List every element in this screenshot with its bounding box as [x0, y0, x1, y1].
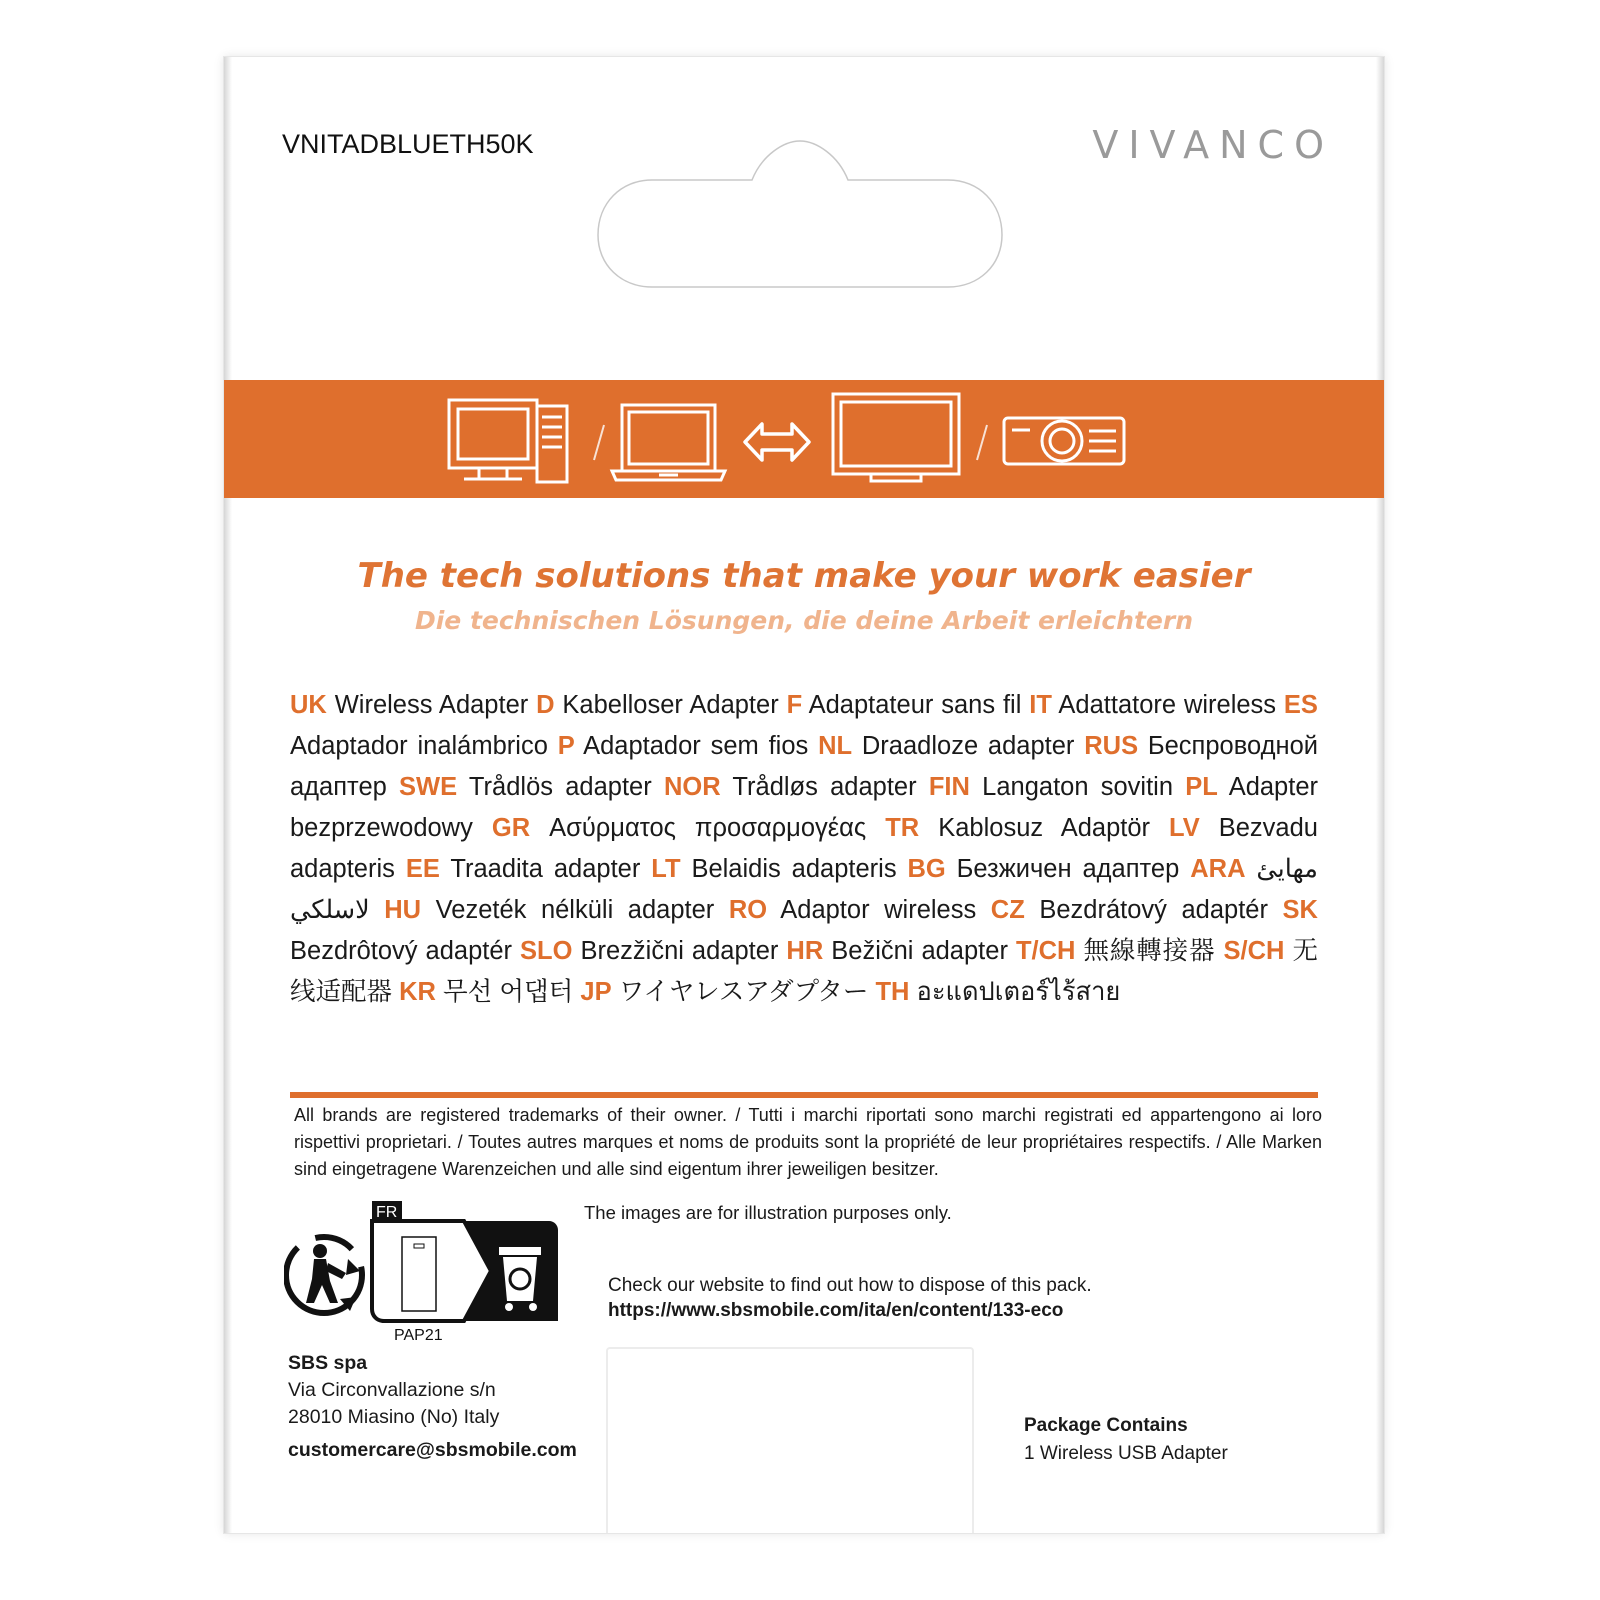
- language-translation: Безжичен адаптер: [956, 855, 1180, 883]
- language-code: F: [786, 691, 803, 719]
- language-code: TH: [875, 978, 910, 1006]
- language-translation: Trådlös adapter: [468, 773, 652, 801]
- device-icons-band: [224, 380, 1384, 498]
- multilingual-product-names: [290, 685, 1318, 1013]
- language-code: P: [557, 732, 575, 760]
- language-code: NL: [818, 732, 853, 760]
- company-address: [288, 1350, 499, 1431]
- material-code: PAP21: [394, 1327, 443, 1344]
- language-translation: Bezdrátový adaptér: [1039, 896, 1268, 924]
- address-line-1: Via Circonvallazione s/n: [288, 1379, 496, 1401]
- package-contents: [1024, 1412, 1228, 1468]
- language-translation: Adaptador inalámbrico: [290, 732, 548, 760]
- divider-rule: [290, 1092, 1318, 1098]
- language-translation: Bezdrôtový adaptér: [290, 937, 513, 965]
- bidirectional-arrow-icon: [745, 424, 809, 460]
- language-translation: Draadloze adapter: [861, 732, 1075, 760]
- language-translation: Adaptor wireless: [780, 896, 977, 924]
- language-code: FIN: [928, 773, 970, 801]
- tagline-german: Die technischen Lösungen, die deine Arbeit erleichtern: [414, 606, 1194, 635]
- packaging-icon: [372, 1201, 491, 1321]
- package-item: 1 Wireless USB Adapter: [1024, 1443, 1228, 1464]
- laptop-icon: [612, 405, 725, 480]
- language-code: EE: [405, 855, 440, 883]
- country-code: FR: [376, 1204, 398, 1221]
- language-code: PL: [1185, 773, 1218, 801]
- language-translation: Belaidis adapteris: [691, 855, 897, 883]
- language-code: BG: [907, 855, 946, 883]
- language-translation: Bežični adapter: [831, 937, 1008, 965]
- trademark-notice: All brands are registered trademarks of their owner. / Tutti i marchi riportati sono marchi registrati ed appartengono ai loro rispettivi proprietari. / Toutes autres marques et noms de produits sont la propriété de leur propriétaires respectifs. / Alle Marken sind eingetragene Warenzeichen und alle sind eigentum ihrer jeweiligen besitzer.: [294, 1105, 1322, 1179]
- language-code: TR: [885, 814, 920, 842]
- language-translation: Langaton sovitin: [982, 773, 1174, 801]
- language-translation: อะแดปเตอร์ไร้สาย: [916, 978, 1121, 1006]
- language-code: HR: [786, 937, 824, 965]
- customer-care-email[interactable]: customercare@sbsmobile.com: [288, 1439, 577, 1461]
- disposal-note: Check our website to find out how to dispose of this pack.: [608, 1275, 1092, 1296]
- language-translation: Adaptador sem fios: [583, 732, 809, 760]
- language-code: KR: [399, 978, 436, 1006]
- hang-tab-cutout: [584, 127, 1016, 342]
- language-code: RUS: [1084, 732, 1139, 760]
- language-code: D: [536, 691, 555, 719]
- language-code: CZ: [990, 896, 1025, 924]
- language-code: HU: [384, 896, 422, 924]
- card-edge-right: [1376, 57, 1384, 1533]
- language-translation: Brezžični adapter: [580, 937, 779, 965]
- triman-recycling-icon: [286, 1237, 362, 1313]
- illustration-note: The images are for illustration purposes only.: [584, 1202, 952, 1223]
- company-name: SBS spa: [288, 1352, 368, 1374]
- language-code: LT: [651, 855, 681, 883]
- language-code: ES: [1283, 691, 1318, 719]
- product-sku: VNITADBLUETH50K: [282, 129, 534, 159]
- disposal-url[interactable]: https://www.sbsmobile.com/ita/en/content/133-eco: [608, 1300, 1064, 1321]
- language-code: ARA: [1190, 855, 1246, 883]
- address-line-2: 28010 Miasino (No) Italy: [288, 1406, 500, 1428]
- language-translation: Ασύρματος προσαρμογέας: [549, 814, 867, 842]
- language-code: IT: [1029, 691, 1052, 719]
- language-code: UK: [290, 691, 327, 719]
- language-translation: Vezeték nélküli adapter: [435, 896, 715, 924]
- language-translation: Traadita adapter: [450, 855, 641, 883]
- language-translation: ワイヤレスアダプター: [618, 978, 869, 1006]
- card-edge-left: [224, 57, 232, 1533]
- language-translation: 무선 어댑터: [443, 978, 574, 1006]
- language-code: JP: [580, 978, 612, 1006]
- language-translation: Adattatore wireless: [1058, 691, 1277, 719]
- language-code: RO: [728, 896, 768, 924]
- language-translation: Kabelloser Adapter: [562, 691, 779, 719]
- language-code: SK: [1282, 896, 1318, 924]
- language-translation: 無線轉接器: [1083, 937, 1216, 965]
- recycling-info: [284, 1199, 574, 1344]
- package-back: [224, 57, 1384, 1533]
- desktop-computer-icon: [449, 400, 567, 482]
- language-code: T/CH: [1015, 937, 1076, 965]
- projector-icon: [1004, 418, 1124, 464]
- brand-logo: VIVANCO: [1092, 123, 1334, 167]
- language-translation: Trådløs adapter: [732, 773, 917, 801]
- language-translation: Беспроводной адаптер: [290, 732, 1318, 801]
- monitor-icon: [833, 394, 959, 481]
- language-translation: 无线适配器: [290, 937, 1318, 1006]
- language-translation: Adapter bezprzewodowy: [290, 773, 1318, 842]
- language-translation: مهايئ لاسلكي: [290, 855, 1318, 924]
- language-code: SWE: [399, 773, 458, 801]
- language-code: SLO: [520, 937, 573, 965]
- blister-window: [606, 1347, 974, 1533]
- language-translation: Adaptateur sans fil: [808, 691, 1022, 719]
- language-code: LV: [1169, 814, 1200, 842]
- language-translation: Kablosuz Adaptör: [938, 814, 1151, 842]
- language-translation: Wireless Adapter: [334, 691, 529, 719]
- language-translation: Bezvadu adapteris: [290, 814, 1318, 883]
- language-code: GR: [491, 814, 531, 842]
- language-code: S/CH: [1223, 937, 1285, 965]
- package-contents-heading: Package Contains: [1024, 1415, 1188, 1436]
- tagline-english: The tech solutions that make your work easier: [357, 556, 1251, 596]
- language-code: NOR: [663, 773, 721, 801]
